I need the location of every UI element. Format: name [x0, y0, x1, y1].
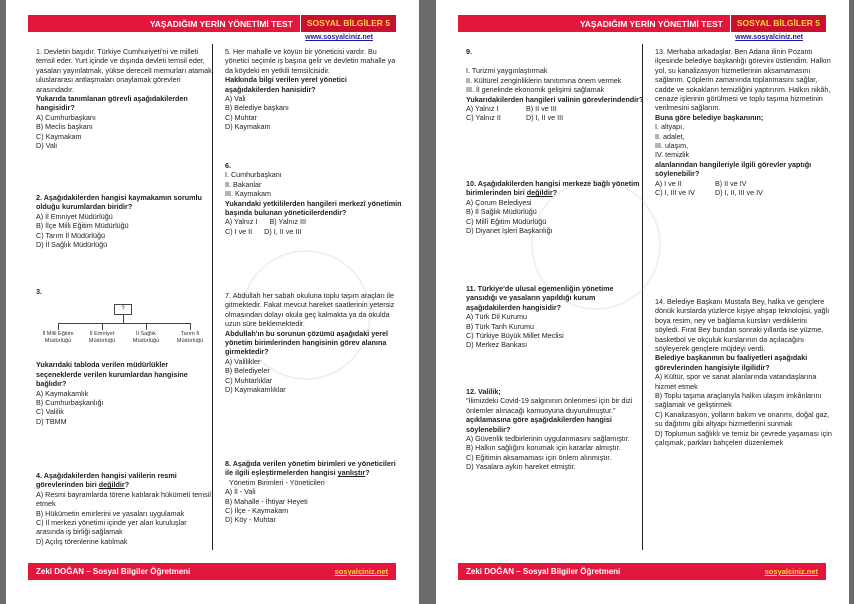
option-b[interactable]: B) Belediyeler [225, 366, 270, 376]
header-title: YAŞADIĞIM YERİN YÖNETİMİ TEST [579, 18, 723, 29]
question-2 [36, 193, 214, 249]
header-title: YAŞADIĞIM YERİN YÖNETİMİ TEST [149, 18, 293, 29]
option-d[interactable]: D) Merkez Bankası [466, 340, 528, 350]
question-ask: Yukarıdaki yetkililerden hangileri merkezî yönetimin başında bulunan yöneticilerdendir? [225, 198, 402, 218]
footer-site-link[interactable]: sosyalciniz.net [334, 567, 388, 576]
option-b[interactable]: B) Belediye başkanı [225, 103, 289, 113]
option-c[interactable]: C) Millî Eğitim Müdürlüğü [466, 216, 547, 226]
option-b[interactable]: B) Meclis başkanı [36, 122, 93, 132]
question-ask: 11. Türkiye'de ulusal egemenliğin yönetime yansıdığı ve yasaların yapıldığı kurum aşağıdakilerden hangisidir? [466, 284, 614, 312]
option-c[interactable]: C) Valilik [36, 407, 64, 417]
option-a[interactable]: A) Güvenlik tedbirlerinin uygulanmasını sağlamıştır. [466, 434, 630, 444]
footer-site-link[interactable]: sosyalciniz.net [764, 567, 818, 576]
question-negation: değildir [98, 480, 125, 490]
option-d[interactable]: D) Yasalara aykırı hareket etmiştir. [466, 462, 576, 472]
option-d[interactable]: D) İl Sağlık Müdürlüğü [36, 240, 108, 250]
question-title: 12. Valilik; [466, 387, 501, 396]
question-ask: Yukarıda tanımlanan görevli aşağıdakilerden hangisidir? [36, 94, 188, 113]
option-b[interactable]: B) Halkın sağlığını korumak için kararlar almıştır. [466, 443, 621, 453]
diagram-label: İl Emniyet Müdürlüğü [88, 331, 116, 344]
question-ask: Yukarıdakilerden hangileri valinin görevlerindendir? [466, 94, 644, 104]
option-b[interactable]: B) İlçe Milli Eğitim Müdürlüğü [36, 221, 129, 231]
option-c[interactable]: C) Yalnız II [466, 113, 501, 123]
option-b[interactable]: B) İl Sağlık Müdürlüğü [466, 207, 537, 217]
option-b[interactable]: B) Türk Tarih Kurumu [466, 321, 535, 331]
statement-iii: III. İl genelinde ekonomik gelişimi sağlamak [466, 85, 605, 95]
option-c[interactable]: C) I ve II [225, 226, 253, 236]
option-c[interactable]: C) Türkiye Büyük Millet Meclisi [466, 331, 564, 341]
diagram-top-box: ? [114, 304, 132, 315]
statement-ii: II. adalet, [655, 131, 685, 141]
diagram-connector [123, 315, 124, 323]
option-a[interactable]: A) Türk Dil Kurumu [466, 312, 527, 322]
website-link[interactable]: www.sosyalciniz.net [735, 34, 803, 41]
page-footer [28, 563, 396, 580]
option-d[interactable]: D) TBMM [36, 416, 67, 426]
option-c[interactable]: C) Kaymakam [36, 131, 82, 141]
left-page [6, 0, 419, 604]
option-a[interactable]: A) Kaymakamlık [36, 388, 89, 398]
page-footer [458, 563, 826, 580]
statement-i: I. altyapı, [655, 122, 685, 132]
option-d[interactable]: D) Diyanet İşleri Başkanlığı [466, 226, 553, 236]
page-header [458, 15, 826, 32]
statement-i: I. Cumhurbaşkanı [225, 170, 282, 180]
option-b[interactable]: B) Mahalle - İhtiyar Heyeti [225, 496, 308, 506]
option-b[interactable]: B) Hükümetin emirlerini ve yasaları uygulamak [36, 508, 185, 518]
question-ask: 2. Aşağıdakilerden hangisi kaymakamın sorumlu olduğu kurumlardan biridir? [36, 193, 202, 212]
option-c[interactable]: C) Kanalizasyon, yolların bakım ve onarımı, doğal gaz, su dağıtımı gibi altyapı hizmetlerini sunmak [655, 409, 830, 429]
question-text: 7. Abdullah her sabah okuluna toplu taşım araçları ile gitmektedir. Fakat mevcut hareket saatlerinin yetersiz olmasından dolayı okula geç kalmakta ya da okulda uzun süre beklemektedir. [225, 291, 395, 329]
diagram-label: İl Milli Eğitim Müdürlüğü [42, 331, 74, 344]
statement-iii: III. ulaşım, [655, 141, 689, 151]
option-d[interactable]: D) Köy - Muhtar [225, 515, 276, 525]
question-9 [466, 47, 644, 123]
diagram-connector [190, 323, 191, 330]
option-a[interactable]: A) İl - Vali [225, 487, 256, 497]
diagram-label: Tarım İl Müdürlüğü [176, 331, 204, 344]
option-d[interactable]: D) Vali [36, 141, 58, 151]
option-c[interactable]: C) İlçe - Kaymakam [225, 506, 289, 516]
question-number: 3. [36, 287, 42, 296]
option-a[interactable]: A) I ve II [655, 178, 682, 188]
question-ask: alanlarından hangileriyle ilgili görevler yaptığı söylenebilir? [655, 159, 812, 179]
option-d[interactable]: D) Kaymakam [225, 122, 271, 132]
question-10 [466, 179, 644, 235]
question-text: 5. Her mahalle ve köyün bir yöneticisi vardır. Bu yönetici seçimle iş başına gelir ve devletin mahalle ya da köydeki en yetkili temsilcisidir. [225, 47, 396, 75]
question-13 [655, 47, 833, 198]
option-a[interactable]: A) Valilikler [225, 356, 261, 366]
question-lead: Buna göre belediye başkanının; [655, 112, 764, 122]
question-number: 6. [225, 161, 231, 170]
organization-diagram [36, 304, 214, 354]
statement-iv: IV. temizlik [655, 150, 690, 160]
option-c[interactable]: C) Muhtarlıklar [225, 375, 273, 385]
option-d[interactable]: D) I, II ve III [264, 226, 302, 236]
option-a[interactable]: A) Cumhurbaşkanı [36, 112, 96, 122]
option-a[interactable]: A) Kültür, spor ve sanat alanlarında vatandaşlarına hizmet etmek [655, 372, 817, 391]
page-header [28, 15, 396, 32]
right-page [436, 0, 849, 604]
question-ask: 10. Aşağıdakilerden hangisi merkeze bağlı yönetim birimlerinden biri [466, 179, 640, 198]
option-a[interactable]: A) İl Emniyet Müdürlüğü [36, 211, 113, 221]
question-negation: değildir [526, 188, 553, 198]
option-c[interactable]: C) Eğitimin aksamaması için önlem alınmıştır. [466, 452, 612, 462]
question-ask: 4. Aşağıdakilerden hangisi valilerin resmi görevlerinden biri [36, 471, 177, 490]
question-text: "İlimizdeki Covid-19 salgınının önlenmesi için bir dizi önlemler alınacağı kamuoyuna duyurulmuştur." [466, 396, 633, 415]
option-b[interactable]: B) II ve III [526, 104, 557, 114]
option-b[interactable]: B) Toplu taşıma araçlarıyla halkın ulaşım imkânlarını sağlamak ve geliştirmek [655, 391, 822, 410]
diagram-label: İl Sağlık Müdürlüğü [132, 331, 160, 344]
question-ask: Belediye başkanının bu faaliyetleri aşağıdaki görevlerinden hangisiyle ilgilidir? [655, 353, 808, 372]
option-a[interactable]: A) Resmi bayramlarda törene katılarak hükümeti temsil etmek [36, 489, 211, 509]
option-d[interactable]: D) Kaymakamlıklar [225, 385, 286, 395]
statement-i: I. Turizmi yaygınlaştırmak [466, 66, 548, 76]
option-b[interactable]: B) II ve IV [715, 178, 747, 188]
question-4 [36, 471, 214, 546]
question-negation: yanlıştır [337, 468, 366, 478]
question-6 [225, 161, 403, 236]
question-text: 14. Belediye Başkanı Mustafa Bey, halka ve gençlere dönük kurslarda yüzlerce kişiye ahşap teknolojisi, yağlı boya resim, ney ve bağlama kursları verdiklerini söyledi. Fırat Bey bundan sonraki yıllarda ise yüzme, basketbol ve okçuluk kurslarının da açılacağını söyleyerek gençlere müjdeyi verdi. [655, 297, 830, 354]
option-d[interactable]: D) I, II, III ve IV [715, 188, 763, 198]
option-c[interactable]: C) I, III ve IV [655, 188, 695, 198]
header-subject: SOSYAL BİLGİLER 5 [300, 15, 396, 32]
diagram-connector [146, 323, 147, 330]
diagram-connector [58, 323, 59, 330]
option-b[interactable]: B) Cumhurbaşkanlığı [36, 398, 104, 408]
option-a[interactable]: A) Çorum Belediyesi [466, 197, 532, 207]
match-header: Yönetim Birimleri - Yöneticileri [229, 477, 325, 487]
footer-author: Zeki DOĞAN – Sosyal Bilgiler Öğretmeni [466, 567, 621, 576]
question-ask: Abdullah'ın bu sorunun çözümü aşağıdaki yerel yönetim birimlerinden hangisinin görev alanına girmektedir? [225, 328, 389, 357]
question-number: 9. [466, 47, 472, 56]
question-12 [466, 387, 644, 472]
question-11 [466, 284, 644, 350]
website-link[interactable]: www.sosyalciniz.net [305, 34, 373, 41]
question-1 [36, 47, 214, 150]
option-a[interactable]: A) Yalnız I [466, 104, 499, 114]
question-7 [225, 291, 403, 394]
option-b[interactable]: B) Yalnız III [269, 217, 306, 227]
option-a[interactable]: A) Yalnız I [225, 217, 258, 227]
question-text: 1. Devletin başıdır. Türkiye Cumhuriyeti'ni ve milleti temsil eder. Yurt içinde ve dışında devleti temsil eder, yasaları yayınlatmak, yükse derecelI memurları atamak, uluslararası antlaşmaları onaylamak görevleri arasındadır. [36, 47, 214, 94]
option-c[interactable]: C) Muhtar [225, 112, 257, 122]
question-mark: ? [124, 480, 130, 490]
option-c[interactable]: C) Tarım İl Müdürlüğü [36, 230, 105, 240]
question-14 [655, 297, 833, 448]
question-3 [36, 287, 214, 426]
header-subject: SOSYAL BİLGİLER 5 [730, 15, 826, 32]
option-d[interactable]: D) I, II ve III [526, 113, 564, 123]
question-mark: ? [552, 188, 558, 198]
question-mark: ? [365, 468, 370, 478]
statement-iii: III. Kaymakam [225, 189, 271, 199]
question-text: 13. Merhaba arkadaşlar. Ben Adana ilinin Pozantı ilçesinde belediye başkanlığı görevini üstlendim. Halkın yol, su kanalizasyon hizmetlerinin aksamamasını sağlarım. Çöplerin zamanında toplanmasını sağlar, cadde ve sokakların temizliğini yaptırırım. Halkın nikâh, cenaze işlerinin görülmesi ve toplu taşıma hizmetinin verilmesini sağlarım. [655, 47, 831, 113]
question-5 [225, 47, 403, 132]
diagram-connector [102, 323, 103, 330]
option-c[interactable]: C) İl merkezi yönetimi içinde yer alan kuruluşlar arasında iş birliği sağlamak [36, 518, 187, 537]
statement-ii: II. Kültürel zenginliklerin tanıtımına önem vermek [466, 75, 622, 85]
question-ask: açıklamasına göre aşağıdakilerden hangisi söylenebilir? [466, 415, 612, 434]
option-d[interactable]: D) Açılış törenlerine katılmak [36, 536, 128, 546]
question-ask: 8. Aşağıda verilen yönetim birimleri ve yöneticileri ile ilgili eşleştirmelerden hangisi [225, 459, 396, 478]
option-a[interactable]: A) Vali [225, 94, 246, 104]
footer-author: Zeki DOĞAN – Sosyal Bilgiler Öğretmeni [36, 567, 191, 576]
question-ask: Hakkında bilgi verilen yerel yönetici aşağıdakilerden hanisidir? [225, 75, 347, 94]
statement-ii: II. Bakanlar [225, 179, 262, 189]
question-ask: Yukarıdaki tabloda verilen müdürlükler seçeneklerde verilen kurumlardan hangisine bağlıdır? [36, 360, 188, 389]
diagram-connector [58, 323, 190, 324]
option-d[interactable]: D) Toplumun sağlıklı ve temiz bir çevrede yaşaması için çalışmak, parkları bahçeleri düzenlemek [655, 428, 832, 448]
question-8 [225, 459, 403, 525]
